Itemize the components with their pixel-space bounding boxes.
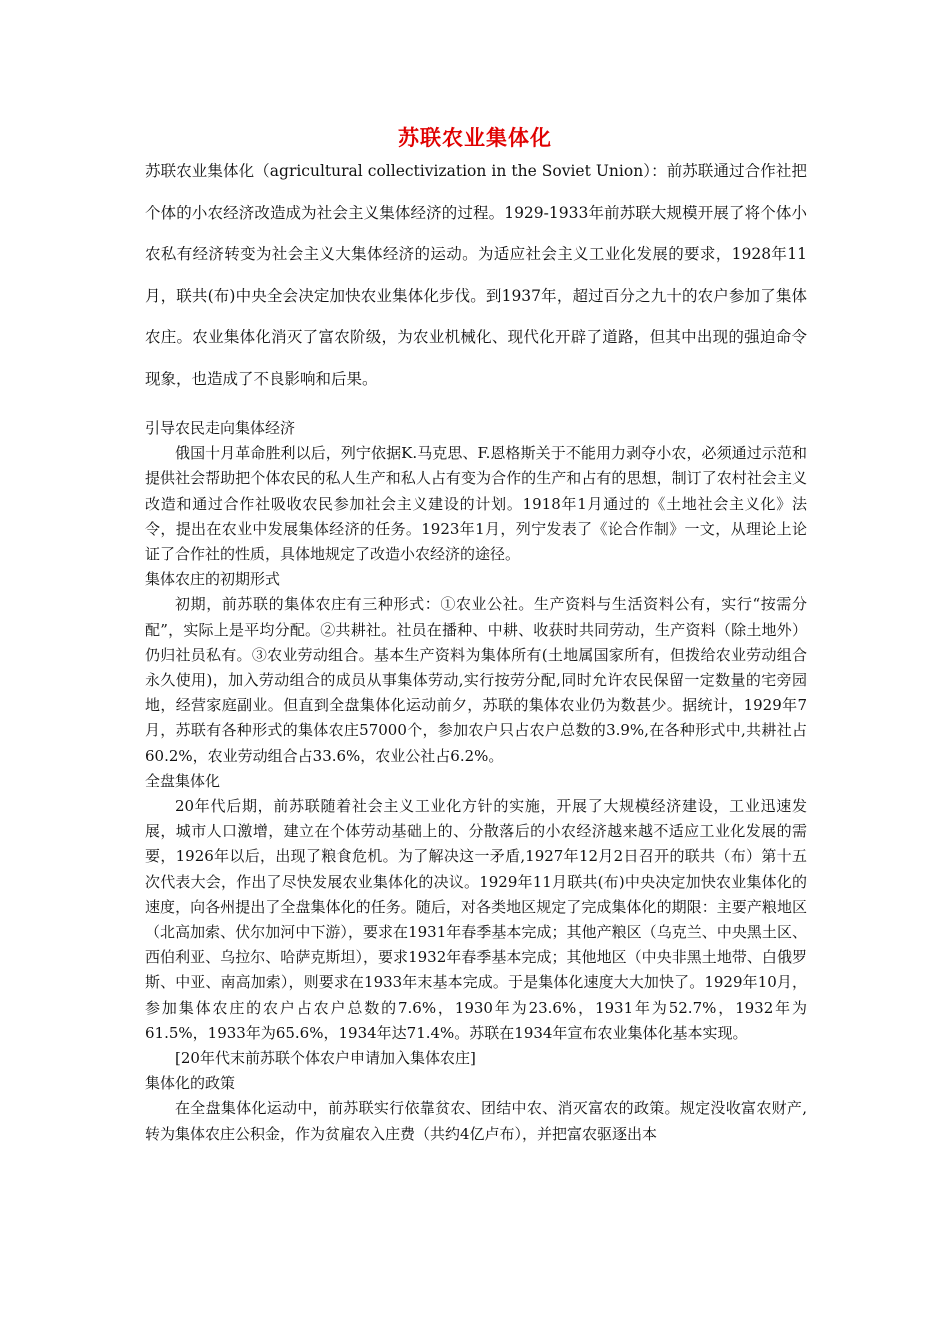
section-paragraph: 在全盘集体化运动中，前苏联实行依靠贫农、团结中农、消灭富农的政策。规定没收富农财产,转为集体农庄公积金，作为贫雇农入庄费（共约4亿卢布），并把富农驱逐出本 (145, 1099, 807, 1143)
image-caption: [20年代末前苏联个体农户申请加入集体农庄] (175, 1049, 476, 1068)
document-title: 苏联农业集体化 (398, 126, 552, 150)
section-heading: 引导农民走向集体经济 (145, 419, 296, 437)
section-paragraph: 俄国十月革命胜利以后，列宁依据K.马克思、F.恩格斯关于不能用力剥夺小农，必须通过示范和提供社会帮助把个体农民的私人生产和私人占有变为合作的生产和占有的思想，制订了农村社会主义改造和通过合作社吸收农民参加社会主义建设的计划。1918年1月通过的《土地社会主义化》法令，提出在农业中发展集体经济的任务。1923年1月，列宁发表了《论合作制》一文，从理论上论证了合作社的性质，具体地规定了改造小农经济的途径。 (145, 444, 807, 564)
document-body (145, 416, 807, 1147)
intro-paragraph: 苏联农业集体化（agricultural collectivization in the Soviet Union）：前苏联通过合作社把个体的小农经济改造成为社会主义集体经济的过程。1929-1933年前苏联大规模开展了将个体小农私有经济转变为社会主义大集体经济的运动。为适应社会主义工业化发展的要求，1928年11月，联共(布)中央全会决定加快农业集体化步伐。到1937年，超过百分之九十的农户参加了集体农庄。农业集体化消灭了富农阶级，为农业机械化、现代化开辟了道路，但其中出现的强迫命令现象，也造成了不良影响和后果。 (145, 162, 807, 388)
section-heading: 集体化的政策 (145, 1074, 236, 1093)
section-heading: 全盘集体化 (145, 771, 221, 790)
section-paragraph: 20年代后期，前苏联随着社会主义工业化方针的实施，开展了大规模经济建设，工业迅速发展，城市人口激增，建立在个体劳动基础上的、分散落后的小农经济越来越不适应工业化发展的需要，1926年以后，出现了粮食危机。为了解决这一矛盾,1927年12月2日召开的联共（布）第十五次代表大会，作出了尽快发展农业集体化的决议。1929年11月联共(布)中央决定加快农业集体化的速度，向各州提出了全盘集体化的任务。随后，对各类地区规定了完成集体化的期限：主要产粮地区（北高加索、伏尔加河中下游），要求在1931年春季基本完成；其他产粮区（乌克兰、中央黑土区、西伯利亚、乌拉尔、哈萨克斯坦），要求1932年春季基本完成；其他地区（中央非黑土地带、白俄罗斯、中亚、南高加索），则要求在1933年末基本完成。于是集体化速度大大加快了。1929年10月，参加集体农庄的农户占农户总数的7.6%，1930年为23.6%，1931年为52.7%，1932年为61.5%，1933年为65.6%，1934年达71.4%。苏联在1934年宣布农业集体化基本实现。 (145, 797, 807, 1042)
section-paragraph: 初期，前苏联的集体农庄有三种形式：①农业公社。生产资料与生活资料公有，实行“按需分配”，实际上是平均分配。②共耕社。社员在播种、中耕、收获时共同劳动，生产资料（除土地外）仍归社员私有。③农业劳动组合。基本生产资料为集体所有(土地属国家所有，但拨给农业劳动组合永久使用)，加入劳动组合的成员从事集体劳动,实行按劳分配,同时允许农民保留一定数量的宅旁园地，经营家庭副业。但直到全盘集体化运动前夕，苏联的集体农业仍为数甚少。据统计，1929年7月，苏联有各种形式的集体农庄57000个，参加农户只占农户总数的3.9%,在各种形式中,共耕社占60.2%，农业劳动组合占33.6%，农业公社占6.2%。 (145, 595, 807, 765)
section-heading: 集体农庄的初期形式 (145, 570, 281, 589)
